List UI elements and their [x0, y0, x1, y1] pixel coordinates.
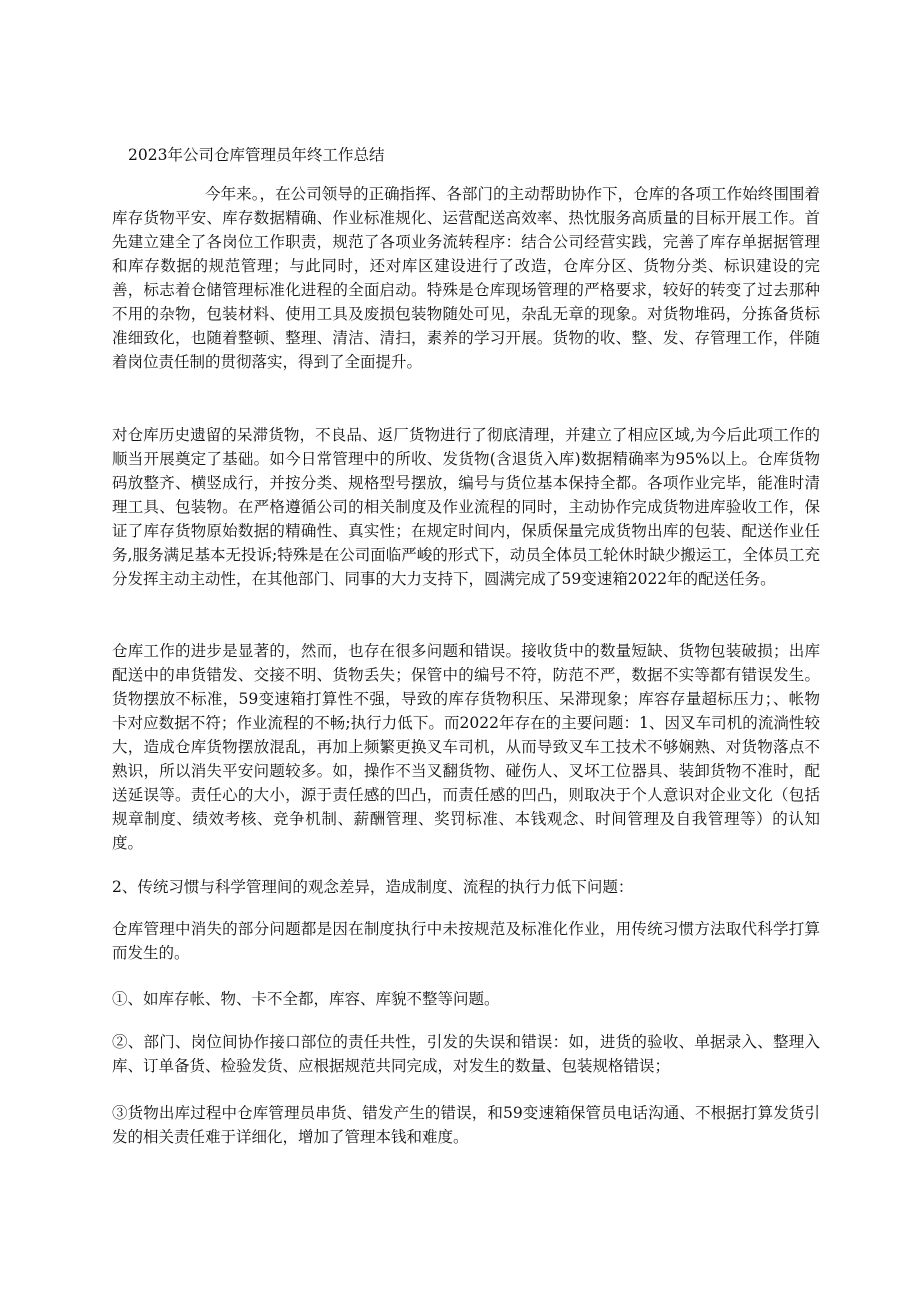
paragraph-item-2: ②、部门、岗位间协作接口部位的责任共性，引发的失误和错误：如，进货的验收、单据录入、整理入库、订单备货、检验发货、应根据规范共同完成，对发生的数量、包装规格错误；: [112, 1033, 820, 1075]
paragraph-cleanup: 对仓库历史遗留的呆滞货物，不良品、返厂货物进行了彻底清理，并建立了相应区域,为今后此项工作的顺当开展奠定了基础。如今日常管理中的所收、发货物(含退货入库)数据精确率为95%以上。仓库货物码放整齐、横竖成行，并按分类、规格型号摆放，编号与货位基本保持全都。各项作业完毕，能准时清理工具、包装物。在严格遵循公司的相关制度及作业流程的同时，主动协作完成货物进库验收工作，保证了库存货物原始数据的精确性、真实性；在规定时间内，保质保量完成货物出库的包装、配送作业任务,服务满足基本无投诉;特殊是在公司面临严峻的形式下，动员全体员工轮休时缺少搬运工，全体员工充分发挥主动主动性，在其他部门、同事的大力支持下，圆满完成了59变速箱2022年的配送任务。: [112, 426, 820, 588]
paragraph-item-3: ③货物出库过程中仓库管理员串货、错发产生的错误，和59变速箱保管员电话沟通、不根据打算发货引发的相关责任难于详细化，增加了管理本钱和难度。: [112, 1104, 820, 1146]
paragraph-intro: 今年来。，在公司领导的正确指挥、各部门的主动帮助协作下，仓库的各项工作始终围围着库存货物平安、库存数据精确、作业标准规化、运营配送高效率、热忱服务高质量的目标开展工作。首先建立建全了各岗位工作职责，规范了各项业务流转程序：结合公司经营实践，完善了库存单据据管理和库存数据的规范管理；与此同时，还对库区建设进行了改造，仓库分区、货物分类、标识建设的完善，标志着仓储管理标准化进程的全面启动。特殊是仓库现场管理的严格要求，较好的转变了过去那种不用的杂物，包装材料、使用工具及废损包装物随处可见，杂乱无章的现象。对货物堆码，分拣备货标准细致化，也随着整顿、整理、清洁、清扫，素养的学习开展。货物的收、整、发、存管理工作，伴随着岗位责任制的贯彻落实，得到了全面提升。: [112, 185, 820, 371]
document-title: 2023年公司仓库管理员年终工作总结: [128, 146, 385, 164]
paragraph-tradition: 仓库管理中消失的部分问题都是因在制度执行中未按规范及标准化作业，用传统习惯方法取代科学打算而发生的。: [112, 920, 820, 962]
paragraph-heading-2: 2、传统习惯与科学管理间的观念差异，造成制度、流程的执行力低下问题：: [112, 878, 634, 896]
paragraph-problems: 仓库工作的进步是显著的，然而，也存在很多问题和错误。接收货中的数量短缺、货物包装破损；出库配送中的串货错发、交接不明、货物丢失；保管中的编号不符，防范不严，数据不实等都有错误发生。货物摆放不标准，59变速箱打算性不强，导致的库存货物积压、呆滞现象；库容存量超标压力；、帐物卡对应数据不符；作业流程的不畅;执行力低下。而2022年存在的主要问题：1、因叉车司机的流淌性较大，造成仓库货物摆放混乱，再加上频繁更换叉车司机，从而导致叉车工技术不够娴熟、对货物落点不熟识，所以消失平安问题较多。如，操作不当叉翻货物、碰伤人、叉坏工位器具、装卸货物不准时，配送延误等。责任心的大小，源于责任感的凹凸，而责任感的凹凸，则取决于个人意识对企业文化（包括规章制度、绩效考核、竞争机制、薪酬管理、奖罚标准、本钱观念、时间管理及自我管理等）的认知度。: [112, 642, 820, 852]
paragraph-item-1: ①、如库存帐、物、卡不全都，库容、库貌不整等问题。: [112, 990, 500, 1008]
